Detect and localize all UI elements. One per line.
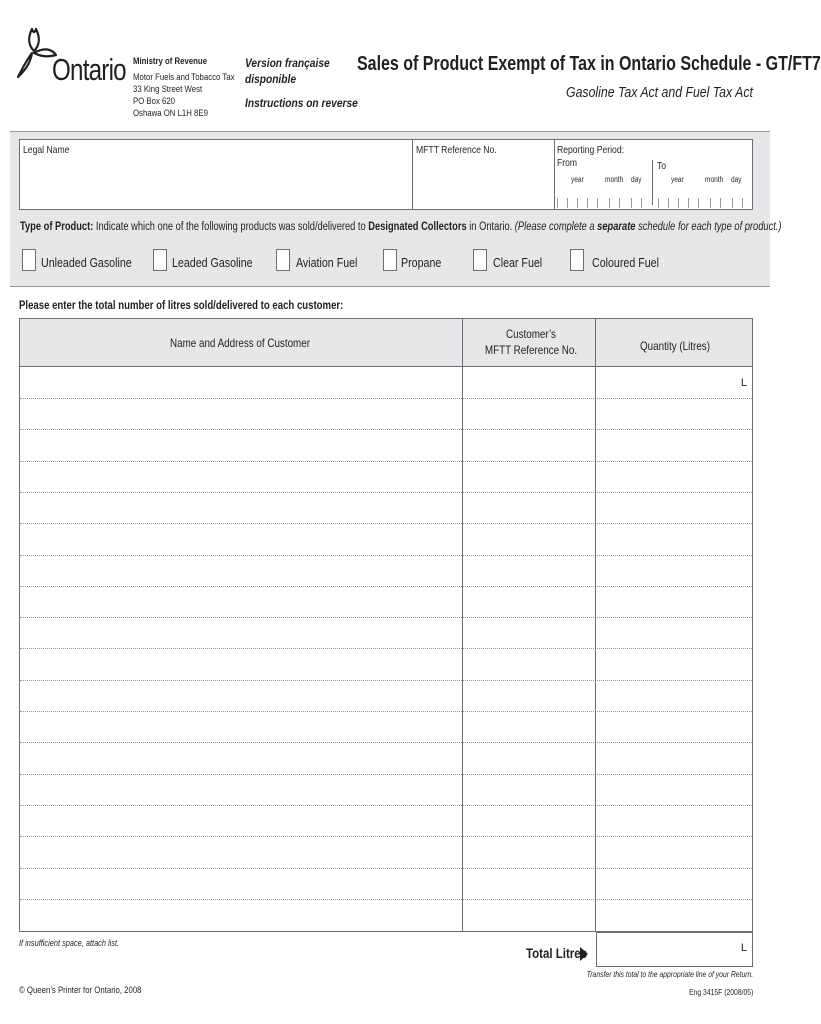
litres-heading: Please enter the total number of litres sold/delivered to each customer: — [19, 298, 344, 312]
quantity-cell[interactable] — [596, 493, 753, 523]
total-litres-field[interactable] — [596, 932, 753, 967]
instructions-note: Instructions on reverse — [245, 96, 358, 110]
version-note-line: Version française — [245, 56, 330, 70]
divider — [412, 140, 413, 209]
ministry-address-line: Oshawa ON L1H 8E9 — [133, 108, 208, 119]
customer-reference-cell[interactable] — [463, 744, 595, 774]
instruction-italic: schedule for each type of product.) — [638, 221, 782, 233]
to-day-label: day — [731, 175, 742, 184]
customer-reference-cell[interactable] — [463, 399, 595, 429]
form-title: Sales of Product Exempt of Tax in Ontario Schedule - GT/FT7 — [357, 53, 821, 75]
customer-reference-cell[interactable] — [463, 493, 595, 523]
total-litres-label: Total Litres — [526, 945, 588, 961]
from-day-label: day — [631, 175, 642, 184]
table-row — [20, 618, 752, 649]
customer-name-cell[interactable] — [20, 368, 462, 398]
ministry-address-line: PO Box 620 — [133, 96, 176, 107]
customer-reference-cell[interactable] — [463, 838, 595, 868]
column-divider — [462, 319, 463, 931]
customer-reference-cell[interactable] — [463, 650, 595, 680]
customer-name-cell[interactable] — [20, 744, 462, 774]
copyright: © Queen’s Printer for Ontario, 2008 — [19, 985, 142, 996]
column-header-name: Name and Address of Customer — [169, 336, 311, 350]
ontario-logo-text: Ontario — [52, 52, 126, 87]
identification-box — [19, 139, 753, 210]
to-label: To — [657, 160, 667, 172]
from-year-label: year — [571, 175, 584, 184]
ministry-address-line: Motor Fuels and Tobacco Tax — [133, 72, 235, 83]
total-litre-unit: L — [740, 942, 747, 954]
column-header-reference-line: MFTT Reference No. — [484, 343, 578, 357]
quantity-cell[interactable] — [596, 525, 753, 555]
table-row — [20, 368, 752, 399]
column-header-reference-line: Customer’s — [506, 327, 556, 341]
version-note[interactable] — [245, 55, 330, 87]
customer-name-cell[interactable] — [20, 525, 462, 555]
propane-checkbox[interactable] — [383, 249, 397, 271]
customer-name-cell[interactable] — [20, 587, 462, 617]
customer-reference-cell[interactable] — [463, 431, 595, 461]
quantity-cell[interactable] — [596, 399, 753, 429]
product-type-label: Type of Product: — [20, 221, 94, 233]
quantity-cell[interactable] — [596, 587, 753, 617]
customer-name-cell[interactable] — [20, 869, 462, 899]
instruction-text: in Ontario. — [469, 221, 513, 233]
quantity-cell[interactable] — [596, 650, 753, 680]
customer-reference-cell[interactable] — [463, 618, 595, 648]
quantity-cell[interactable] — [596, 462, 753, 492]
ministry-name: Ministry of Revenue — [133, 56, 208, 67]
version-note-line: disponible — [245, 72, 296, 86]
table-row — [20, 525, 752, 556]
customer-reference-cell[interactable] — [463, 712, 595, 742]
table-row — [20, 900, 752, 931]
column-divider — [595, 319, 596, 931]
quantity-cell[interactable] — [596, 744, 753, 774]
table-row — [20, 681, 752, 712]
propane-label: Propane — [401, 255, 442, 270]
quantity-cell[interactable] — [596, 775, 753, 805]
table-row — [20, 431, 752, 462]
customer-reference-cell[interactable] — [463, 525, 595, 555]
from-date-field[interactable] — [557, 188, 651, 208]
column-header-quantity: Quantity (Litres) — [639, 339, 710, 353]
quantity-cell[interactable] — [596, 806, 753, 836]
legal-name-field[interactable] — [21, 158, 410, 208]
reporting-period-label: Reporting Period: — [557, 144, 625, 156]
table-row — [20, 493, 752, 524]
table-row — [20, 462, 752, 493]
clear-fuel-label: Clear Fuel — [493, 255, 543, 270]
to-month-label: month — [705, 175, 724, 184]
arrow-right-icon — [580, 947, 588, 961]
customer-reference-cell[interactable] — [463, 869, 595, 899]
coloured-fuel-label: Coloured Fuel — [592, 255, 659, 270]
insufficient-space-note: If insufficient space, attach list. — [19, 938, 120, 948]
form-subtitle: Gasoline Tax Act and Fuel Tax Act — [566, 84, 753, 101]
quantity-cell[interactable] — [596, 556, 753, 586]
quantity-cell[interactable] — [596, 618, 753, 648]
customer-reference-cell[interactable] — [463, 900, 595, 931]
instruction-bold: Designated Collectors — [368, 221, 467, 233]
quantity-cell[interactable] — [596, 900, 753, 931]
customer-name-cell[interactable] — [20, 618, 462, 648]
quantity-cell[interactable] — [596, 431, 753, 461]
transfer-note: Transfer this total to the appropriate line of your Return. — [586, 969, 753, 979]
leaded-gasoline-checkbox[interactable] — [153, 249, 167, 271]
customer-name-cell[interactable] — [20, 900, 462, 931]
aviation-fuel-checkbox[interactable] — [276, 249, 290, 271]
column-header-reference — [476, 326, 586, 358]
to-date-field[interactable] — [658, 188, 752, 208]
table-row — [20, 775, 752, 806]
table-row — [20, 869, 752, 900]
instruction-italic-bold: separate — [597, 221, 636, 233]
customer-name-cell[interactable] — [20, 556, 462, 586]
table-row — [20, 587, 752, 618]
customer-reference-cell[interactable] — [463, 368, 595, 398]
customer-reference-cell[interactable] — [463, 681, 595, 711]
unleaded-gasoline-checkbox[interactable] — [22, 249, 36, 271]
divider — [554, 140, 555, 209]
quantity-cell[interactable] — [596, 838, 753, 868]
table-row — [20, 650, 752, 681]
instruction-text: Indicate which one of the following products was sold/delivered to — [95, 221, 366, 233]
customer-name-cell[interactable] — [20, 399, 462, 429]
aviation-fuel-label: Aviation Fuel — [296, 255, 358, 270]
from-label: From — [557, 157, 578, 169]
customer-name-cell[interactable] — [20, 775, 462, 805]
table-header — [20, 319, 752, 367]
customer-reference-cell[interactable] — [463, 462, 595, 492]
customer-reference-cell[interactable] — [463, 775, 595, 805]
table-row — [20, 744, 752, 775]
litre-unit: L — [740, 377, 747, 389]
divider — [652, 160, 653, 205]
customer-name-cell[interactable] — [20, 431, 462, 461]
clear-fuel-checkbox[interactable] — [473, 249, 487, 271]
instruction-italic: (Please complete a — [514, 221, 595, 233]
leaded-gasoline-label: Leaded Gasoline — [172, 255, 253, 270]
customer-reference-cell[interactable] — [463, 556, 595, 586]
quantity-cell[interactable] — [596, 368, 753, 398]
table-row — [20, 556, 752, 587]
table-row — [20, 712, 752, 743]
customer-name-cell[interactable] — [20, 462, 462, 492]
to-year-label: year — [671, 175, 684, 184]
product-type-instruction — [20, 221, 782, 233]
customer-name-cell[interactable] — [20, 806, 462, 836]
customer-name-cell[interactable] — [20, 681, 462, 711]
coloured-fuel-checkbox[interactable] — [570, 249, 584, 271]
quantity-cell[interactable] — [596, 712, 753, 742]
legal-name-label: Legal Name — [23, 144, 70, 156]
unleaded-gasoline-label: Unleaded Gasoline — [41, 255, 132, 270]
customer-name-cell[interactable] — [20, 838, 462, 868]
ministry-address-line: 33 King Street West — [133, 84, 203, 95]
quantity-cell[interactable] — [596, 869, 753, 899]
ministry-block — [133, 56, 234, 120]
mftt-reference-field[interactable] — [414, 158, 552, 208]
from-month-label: month — [605, 175, 624, 184]
form-code: Eng 3415F (2008/05) — [688, 987, 753, 997]
customer-name-cell[interactable] — [20, 493, 462, 523]
quantity-cell[interactable] — [596, 681, 753, 711]
customer-name-cell[interactable] — [20, 712, 462, 742]
table-row — [20, 806, 752, 837]
mftt-reference-label: MFTT Reference No. — [416, 144, 497, 156]
table-row — [20, 399, 752, 430]
table-row — [20, 838, 752, 869]
customer-name-cell[interactable] — [20, 650, 462, 680]
customer-reference-cell[interactable] — [463, 587, 595, 617]
customer-table — [19, 318, 753, 932]
customer-reference-cell[interactable] — [463, 806, 595, 836]
